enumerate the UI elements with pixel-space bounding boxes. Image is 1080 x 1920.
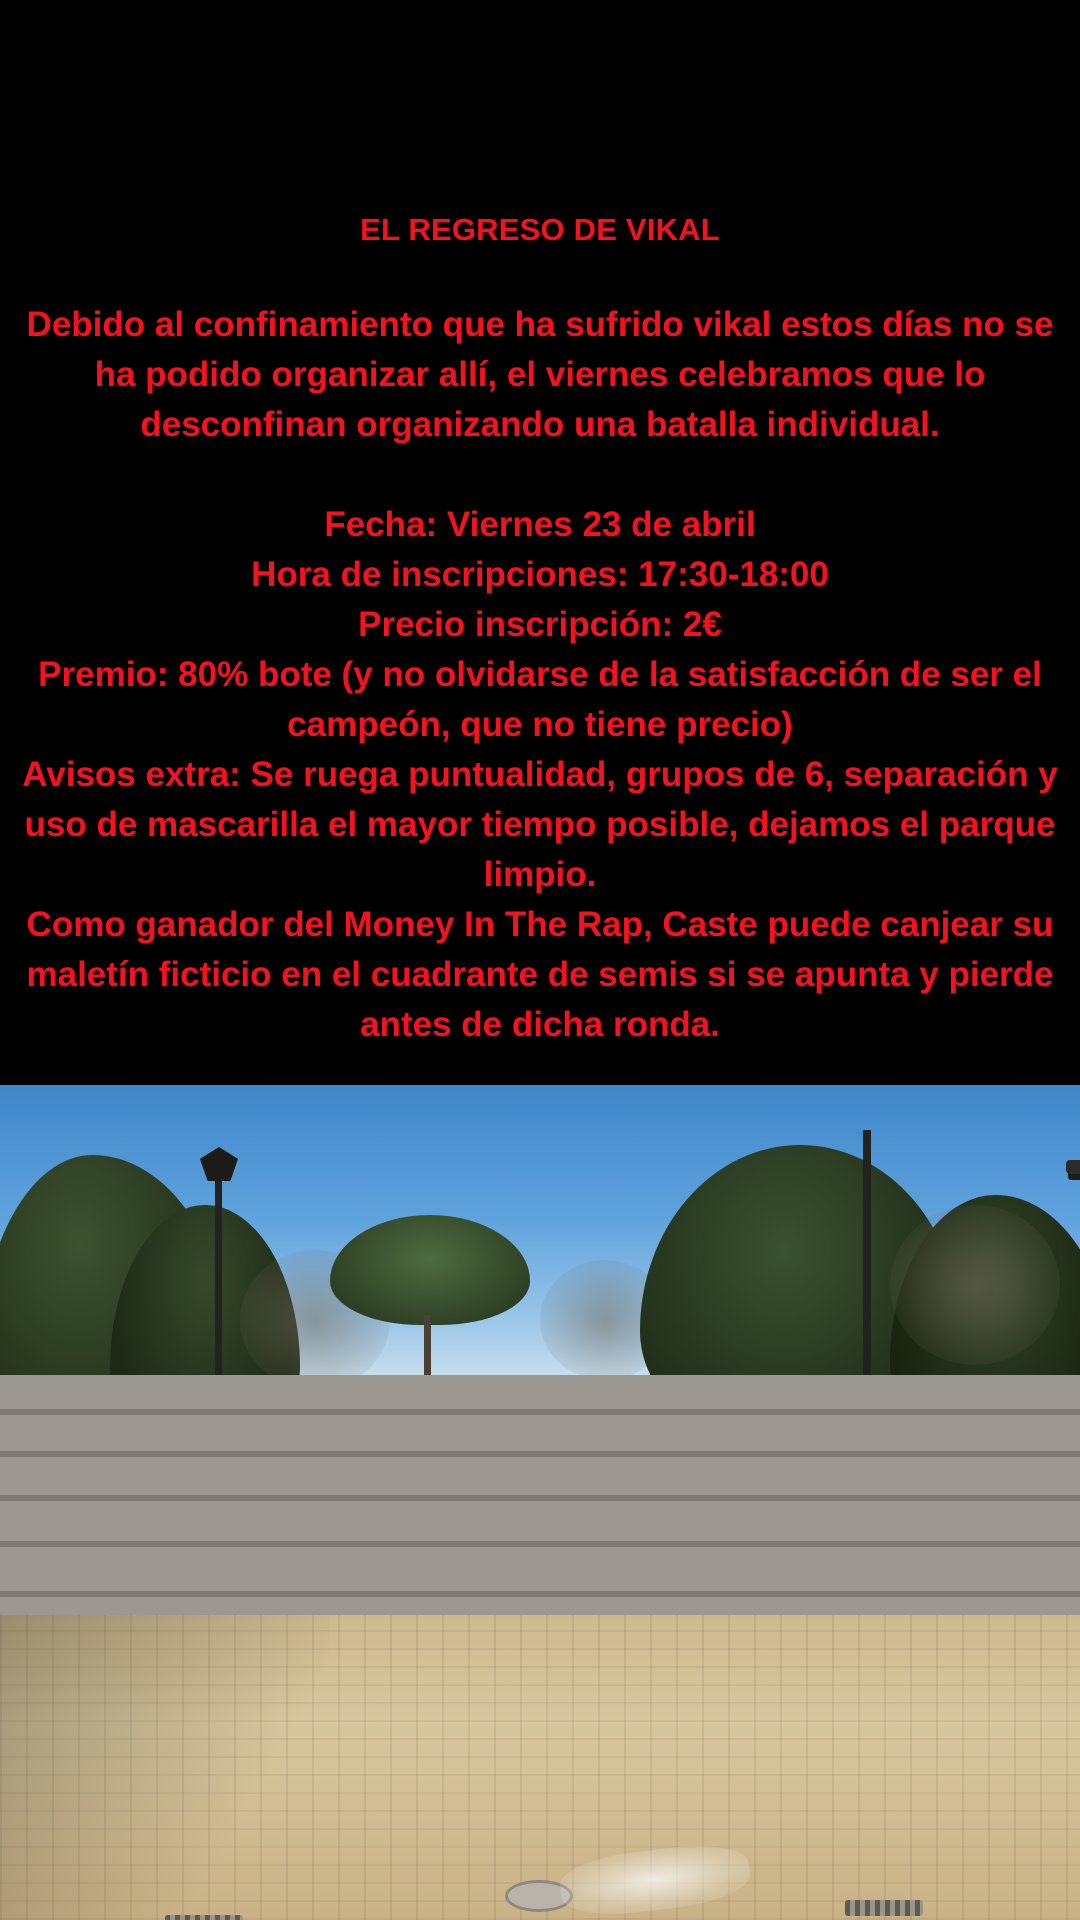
detail-signup-time: Hora de inscripciones: 17:30-18:00 — [251, 555, 829, 594]
intro-paragraph: Debido al confinamiento que ha sufrido vikal estos días no se ha podido organizar allí, el viernes celebramos que lo desconfinan organizando una batalla individual. — [26, 305, 1054, 444]
detail-extra-notices: Avisos extra: Se ruega puntualidad, grupos de 6, separación y uso de mascarilla el mayor tiempo posible, dejamos el parque limpio. — [22, 755, 1058, 894]
lamp-post-left-pole — [215, 1165, 222, 1395]
detail-prize: Premio: 80% bote (y no olvidarse de la satisfacción de ser el campeón, que no tiene precio) — [38, 655, 1042, 744]
venue-photo — [0, 1085, 1080, 1920]
detail-price: Precio inscripción: 2€ — [358, 605, 722, 644]
page-title: EL REGRESO DE VIKAL — [360, 212, 720, 247]
amphitheatre-steps — [0, 1375, 1080, 1625]
plaza-shadow — [0, 1615, 330, 1920]
floodlight-heads — [1066, 1160, 1080, 1174]
tree-bare-right — [890, 1205, 1060, 1365]
lamp-post-right-pole — [863, 1130, 871, 1395]
drain-grate-right — [845, 1900, 923, 1916]
event-details-list — [22, 500, 1058, 1050]
detail-money-in-the-rap: Como ganador del Money In The Rap, Caste puede canjear su maletín ficticio en el cuadrante de semis si se apunta y pierde antes de dicha ronda. — [26, 905, 1054, 1044]
drain-grate-left — [165, 1915, 243, 1920]
detail-date: Fecha: Viernes 23 de abril — [324, 505, 756, 544]
